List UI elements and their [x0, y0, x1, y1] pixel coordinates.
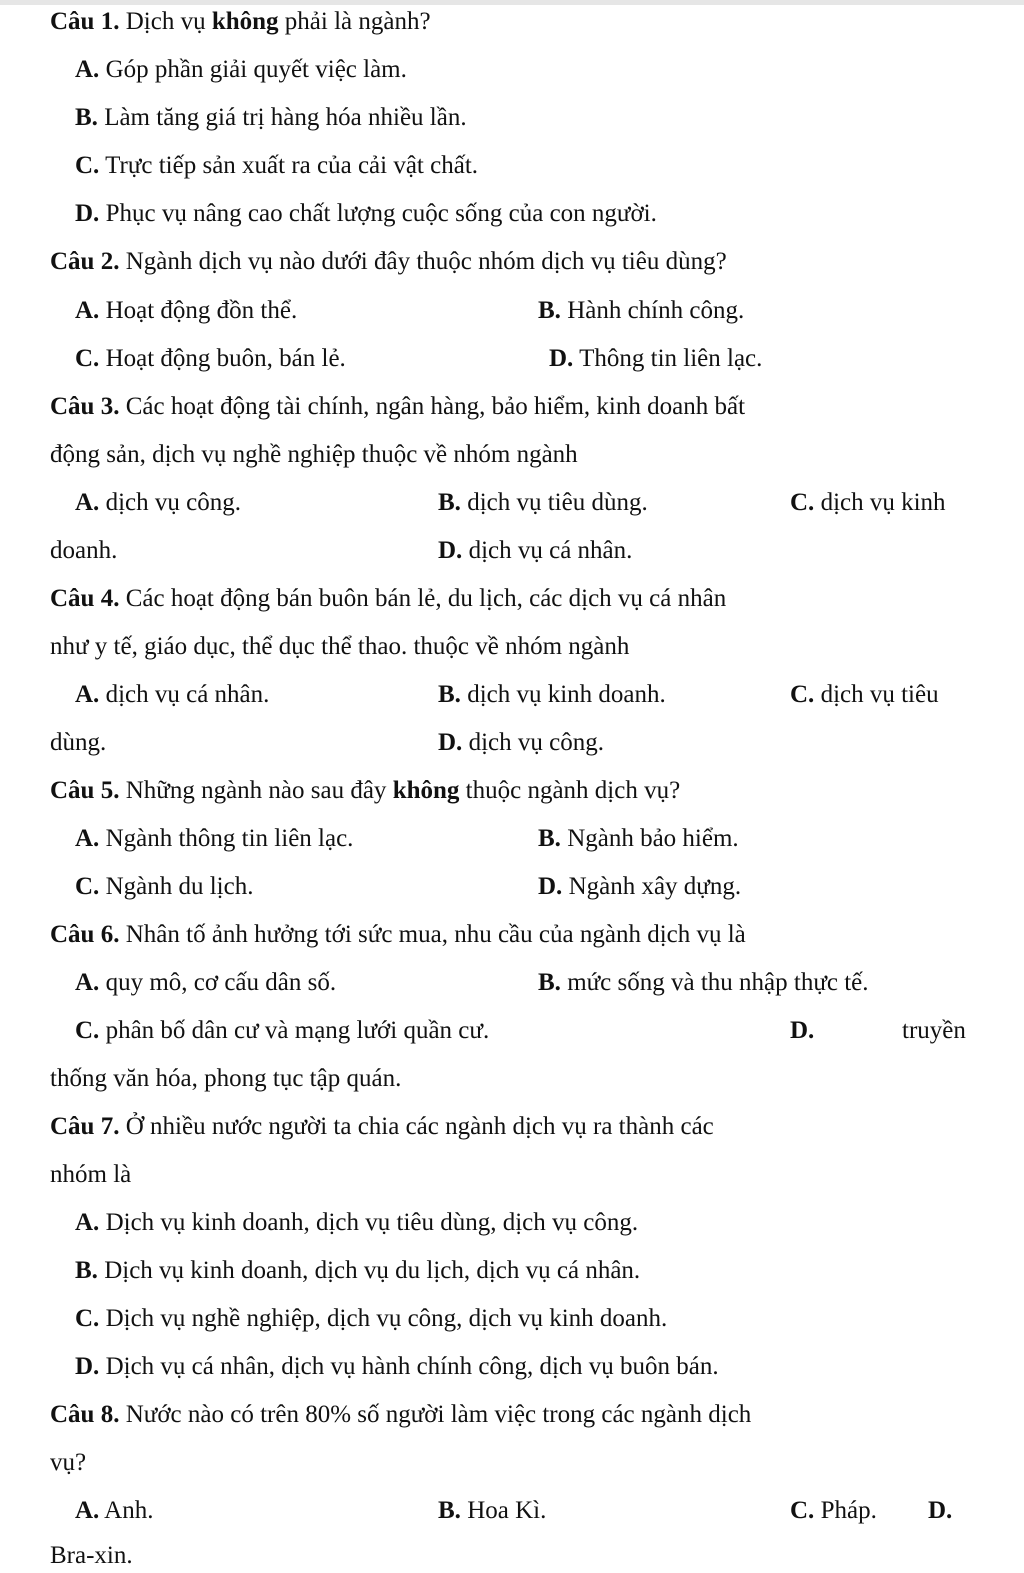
q7-option-a: A. Dịch vụ kinh doanh, dịch vụ tiêu dùng, dịch vụ công.: [75, 1209, 639, 1236]
question-label: Câu 6.: [50, 921, 120, 948]
q5-option-b: B. Ngành bảo hiểm.: [538, 825, 739, 852]
q8-option-d-cont: Bra-xin.: [50, 1542, 133, 1569]
question-2-stem: Câu 2. Ngành dịch vụ nào dưới đây thuộc nhóm dịch vụ tiêu dùng?: [50, 248, 727, 275]
q1-option-d: D. Phục vụ nâng cao chất lượng cuộc sống của con người.: [75, 200, 657, 227]
q6-option-d-text: truyền: [902, 1017, 966, 1044]
q3-option-a: A. dịch vụ công.: [75, 489, 241, 516]
question-3-stem: Câu 3. Các hoạt động tài chính, ngân hàng, bảo hiểm, kinh doanh bất: [50, 393, 746, 420]
emphasis: không: [211, 8, 279, 35]
q4-option-a: A. dịch vụ cá nhân.: [75, 681, 270, 708]
q2-option-a: A. Hoạt động đồn thể.: [75, 297, 298, 324]
q8-option-c: C. Pháp.: [790, 1497, 877, 1524]
question-label: Câu 4.: [50, 585, 120, 612]
question-7-stem-cont: nhóm là: [50, 1161, 132, 1188]
question-label: Câu 5.: [50, 777, 120, 804]
q6-option-b: B. mức sống và thu nhập thực tế.: [538, 969, 869, 996]
q5-option-c: C. Ngành du lịch.: [75, 873, 254, 900]
q3-option-c: C. dịch vụ kinh: [790, 489, 946, 516]
top-edge: [0, 0, 1024, 5]
q2-option-c: C. Hoạt động buôn, bán lẻ.: [75, 345, 346, 372]
q5-option-a: A. Ngành thông tin liên lạc.: [75, 825, 354, 852]
q2-option-d: D. Thông tin liên lạc.: [549, 345, 763, 372]
q6-option-a: A. quy mô, cơ cấu dân số.: [75, 969, 337, 996]
q6-option-d-cont: thống văn hóa, phong tục tập quán.: [50, 1065, 402, 1092]
question-label: Câu 8.: [50, 1401, 120, 1428]
question-7-stem: Câu 7. Ở nhiều nước người ta chia các ngành dịch vụ ra thành các: [50, 1113, 714, 1140]
q5-option-d: D. Ngành xây dựng.: [538, 873, 742, 900]
question-8-stem: Câu 8. Nước nào có trên 80% số người làm việc trong các ngành dịch: [50, 1401, 752, 1428]
question-5-stem: Câu 5. Những ngành nào sau đây không thuộc ngành dịch vụ?: [50, 777, 681, 804]
q4-option-d: D. dịch vụ công.: [438, 729, 604, 756]
q6-option-c: C. phân bố dân cư và mạng lưới quần cư.: [75, 1017, 490, 1044]
question-6-stem: Câu 6. Nhân tố ảnh hưởng tới sức mua, nhu cầu của ngành dịch vụ là: [50, 921, 746, 948]
emphasis: không: [392, 777, 460, 804]
q7-option-d: D. Dịch vụ cá nhân, dịch vụ hành chính công, dịch vụ buôn bán.: [75, 1353, 719, 1380]
q3-option-d: D. dịch vụ cá nhân.: [438, 537, 633, 564]
question-8-stem-cont: vụ?: [50, 1449, 87, 1476]
q3-option-c-cont: doanh.: [50, 537, 118, 564]
q8-option-d: D.: [928, 1497, 953, 1524]
q4-option-c-cont: dùng.: [50, 729, 107, 756]
q2-option-b: B. Hành chính công.: [538, 297, 745, 324]
question-label: Câu 7.: [50, 1113, 120, 1140]
q7-option-c: C. Dịch vụ nghề nghiệp, dịch vụ công, dịch vụ kinh doanh.: [75, 1305, 668, 1332]
question-label: Câu 1.: [50, 8, 120, 35]
q6-option-d: D.: [790, 1017, 815, 1044]
question-label: Câu 3.: [50, 393, 120, 420]
q4-option-b: B. dịch vụ kinh doanh.: [438, 681, 666, 708]
q1-option-b: B. Làm tăng giá trị hàng hóa nhiều lần.: [75, 104, 467, 131]
q3-option-b: B. dịch vụ tiêu dùng.: [438, 489, 648, 516]
q8-option-b: B. Hoa Kì.: [438, 1497, 547, 1524]
q1-option-c: C. Trực tiếp sản xuất ra của cải vật chất.: [75, 152, 479, 179]
q7-option-b: B. Dịch vụ kinh doanh, dịch vụ du lịch, dịch vụ cá nhân.: [75, 1257, 641, 1284]
q4-option-c: C. dịch vụ tiêu: [790, 681, 939, 708]
question-4-stem: Câu 4. Các hoạt động bán buôn bán lẻ, du lịch, các dịch vụ cá nhân: [50, 585, 727, 612]
question-4-stem-cont: như y tế, giáo dục, thể dục thể thao. thuộc về nhóm ngành: [50, 633, 630, 660]
q8-option-a: A. Anh.: [75, 1497, 154, 1524]
question-3-stem-cont: động sản, dịch vụ nghề nghiệp thuộc về nhóm ngành: [50, 441, 578, 468]
question-1-stem: Câu 1. Dịch vụ không phải là ngành?: [50, 8, 431, 35]
question-label: Câu 2.: [50, 248, 120, 275]
q1-option-a: A. Góp phần giải quyết việc làm.: [75, 56, 407, 83]
